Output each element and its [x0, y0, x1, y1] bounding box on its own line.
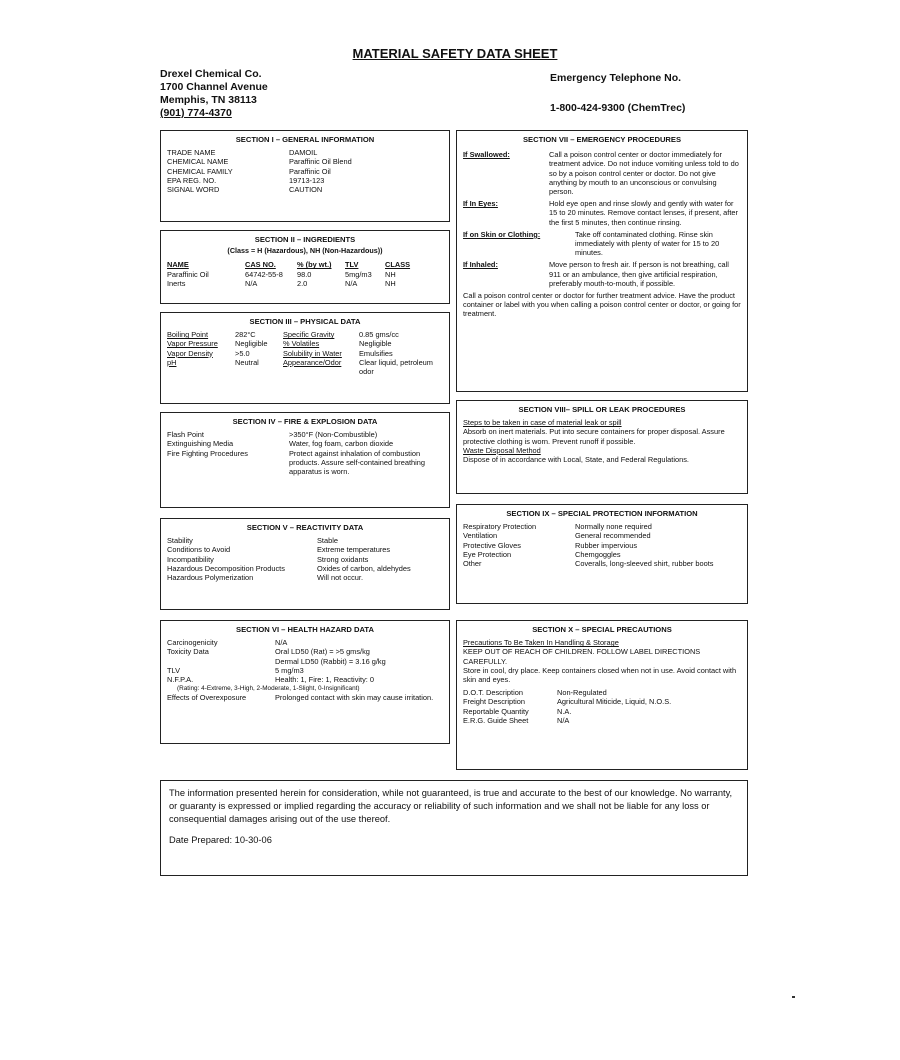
table-cell: 0.85 gms/cc: [359, 330, 399, 340]
field-value: N/A: [557, 715, 570, 725]
date-prepared-value: 10-30-06: [234, 835, 272, 845]
info-row: [463, 716, 741, 725]
table-cell: Emulsifies: [359, 348, 393, 358]
info-row: [463, 688, 741, 697]
section-title: SECTION I – GENERAL INFORMATION: [235, 135, 375, 144]
company-name: Drexel Chemical Co.: [160, 68, 262, 80]
field-value: General recommended: [575, 531, 651, 541]
table-cell: Boiling Point: [167, 330, 209, 340]
column-header: % (by wt.): [297, 260, 332, 270]
field-value: Will not occur.: [317, 573, 363, 583]
field-label: SIGNAL WORD: [167, 185, 220, 195]
info-row: [167, 545, 443, 554]
field-value: Agricultural Miticide, Liquid, N.O.S.: [557, 697, 672, 707]
info-row: [463, 559, 741, 568]
field-label: Eye Protection: [463, 549, 512, 559]
info-row: [167, 638, 443, 647]
table-cell: Solubility in Water: [283, 348, 342, 358]
emergency-phone: 1-800-424-9300 (ChemTrec): [550, 102, 686, 114]
company-phone: (901) 774-4370: [160, 107, 232, 119]
field-label: Protective Gloves: [463, 540, 521, 550]
table-row: [167, 270, 443, 279]
waste-disposal-heading: Waste Disposal Method: [463, 445, 541, 455]
section-ingredients: [160, 230, 450, 304]
section-title: SECTION X – SPECIAL PRECAUTIONS: [532, 625, 672, 634]
table-cell: Inerts: [167, 278, 186, 288]
handling-storage-heading: Precautions To Be Taken In Handling & Storage: [463, 638, 619, 648]
info-row: [167, 157, 443, 166]
section-physical-data: [160, 312, 450, 404]
table-row: [167, 339, 443, 348]
field-label: TRADE NAME: [167, 148, 216, 158]
info-row: [167, 647, 443, 656]
field-label: Ventilation: [463, 531, 498, 541]
info-row: [463, 531, 741, 540]
table-cell: N/A: [345, 278, 358, 288]
info-row: [463, 550, 741, 559]
field-value: Extreme temperatures: [317, 545, 391, 555]
table-cell: NH: [385, 278, 396, 288]
spill-steps-heading: Steps to be taken in case of material leak or spill: [463, 418, 622, 428]
table-cell: Vapor Density: [167, 348, 213, 358]
disclaimer-text: The information presented herein for consideration, while not guaranteed, is true and accurate to the best of our knowledge. No warranty, or guaranty is expressed or implied regarding the accuracy or reliability of such information and we shall not be liable for any loss or consequential damages arising out of the use thereof.: [169, 788, 733, 824]
section-spill-leak-procedures: [456, 400, 748, 494]
table-cell: Paraffinic Oil: [167, 269, 209, 279]
field-value: N.A.: [557, 706, 572, 716]
section-title: SECTION VII – EMERGENCY PROCEDURES: [522, 135, 682, 144]
procedure-label: If Swallowed:: [463, 150, 510, 160]
table-cell: 64742-55-8: [245, 269, 283, 279]
info-row: [167, 693, 443, 702]
field-value: Non-Regulated: [557, 688, 607, 698]
field-value: Prolonged contact with skin may cause irritation.: [275, 693, 434, 703]
storage-text: Store in cool, dry place. Keep containers closed when not in use. Avoid contact with skin and eyes.: [463, 665, 737, 685]
procedure-row: [463, 150, 741, 196]
table-cell: pH: [167, 357, 177, 367]
info-row: [167, 666, 443, 675]
procedure-text: Call a poison control center or doctor immediately for treatment advice. Do not induce vomiting unless told to do so by a poison control center or doctor. Do not give anything by mouth to an unconscious or convulsing person.: [549, 150, 739, 197]
ingredients-table: [167, 260, 443, 288]
table-row: [167, 279, 443, 288]
info-row: [167, 430, 443, 439]
table-cell: >5.0: [235, 348, 250, 358]
field-label: Freight Description: [463, 697, 526, 707]
field-label: Hazardous Decomposition Products: [167, 563, 285, 573]
field-value: Stable: [317, 536, 338, 546]
procedure-text: Move person to fresh air. If person is not breathing, call 911 or an ambulance, then give artificial respiration, preferably mouth-to-mouth, if possible.: [549, 260, 729, 288]
table-cell: Vapor Pressure: [167, 339, 218, 349]
physical-data-table: [167, 330, 443, 376]
info-row: [463, 522, 741, 531]
field-label: Flash Point: [167, 430, 204, 440]
field-label: Fire Fighting Procedures: [167, 448, 248, 458]
procedure-note: Call a poison control center or doctor for further treatment advice. Have the product container or label with you when calling a poison control center or doctor, or going for treatment.: [463, 291, 741, 319]
keep-out-of-reach-text: KEEP OUT OF REACH OF CHILDREN. FOLLOW LABEL DIRECTIONS CAREFULLY.: [463, 647, 701, 666]
table-cell: Negligible: [359, 339, 392, 349]
field-value: 19713-123: [289, 175, 325, 185]
field-value: Dermal LD50 (Rabbit) = 3.16 g/kg: [275, 656, 386, 666]
column-header: CAS NO.: [245, 260, 276, 270]
table-cell: 2.0: [297, 278, 308, 288]
field-value: Oral LD50 (Rat) = >5 gms/kg: [275, 647, 370, 657]
section-reactivity-data: [160, 518, 450, 610]
field-value: >350°F (Non-Combustible): [289, 430, 378, 440]
field-label: CHEMICAL NAME: [167, 157, 229, 167]
info-row: [167, 167, 443, 176]
field-value: Coveralls, long-sleeved shirt, rubber boots: [575, 559, 714, 569]
field-value: Water, fog foam, carbon dioxide: [289, 439, 394, 449]
field-value: N/A: [275, 638, 288, 648]
table-row: [167, 349, 443, 358]
section-subtitle: (Class = H (Hazardous), NH (Non-Hazardous)): [227, 246, 383, 256]
field-value: Health: 1, Fire: 1, Reactivity: 0: [275, 675, 374, 685]
table-cell: Specific Gravity: [283, 330, 335, 340]
table-cell: 282°C: [235, 330, 256, 340]
info-row: [167, 185, 443, 194]
info-row: [463, 541, 741, 550]
procedure-label: If In Eyes:: [463, 199, 498, 209]
info-row: [167, 176, 443, 185]
field-value: Chemgoggles: [575, 549, 621, 559]
field-label: Respiratory Protection: [463, 522, 537, 532]
company-street: 1700 Channel Avenue: [160, 81, 268, 93]
field-label: Other: [463, 559, 482, 569]
field-value: 5 mg/m3: [275, 665, 304, 675]
procedure-row: [463, 199, 741, 227]
section-title: SECTION II – INGREDIENTS: [254, 235, 356, 244]
date-prepared-label: Date Prepared:: [169, 835, 233, 845]
spill-steps-text: Absorb on inert materials. Put into secure containers for proper disposal. Assure protective clothing is worn. Prevent runoff if possible.: [463, 427, 725, 446]
table-cell: Appearance/Odor: [283, 357, 342, 367]
procedure-text: Take off contaminated clothing. Rinse skin immediately with plenty of water for 15 to 20 minutes.: [575, 229, 720, 258]
field-value: Rubber impervious: [575, 540, 638, 550]
table-cell: Clear liquid, petroleum odor: [359, 357, 433, 377]
info-row: [167, 449, 443, 477]
table-cell: % Volatiles: [283, 339, 320, 349]
field-value: Strong oxidants: [317, 554, 369, 564]
field-label: Carcinogenicity: [167, 638, 218, 648]
table-cell: NH: [385, 269, 396, 279]
field-label: Hazardous Polymerization: [167, 573, 254, 583]
table-cell: Negligible: [235, 339, 268, 349]
column-header: TLV: [345, 260, 359, 270]
field-label: [167, 657, 275, 666]
column-header: CLASS: [385, 260, 411, 270]
section-special-protection: [456, 504, 748, 604]
procedure-label: If on Skin or Clothing:: [463, 229, 541, 239]
section-fire-explosion-data: [160, 412, 450, 508]
table-cell: Neutral: [235, 357, 259, 367]
procedure-text: Hold eye open and rinse slowly and gently with water for 15 to 20 minutes. Remove contact lenses, if present, after the first 5 minutes, then continue rinsing.: [549, 199, 738, 227]
section-title: SECTION VI – HEALTH HAZARD DATA: [236, 625, 374, 634]
field-label: TLV: [167, 665, 181, 675]
section-health-hazard-data: [160, 620, 450, 744]
emergency-label: Emergency Telephone No.: [550, 72, 682, 84]
info-row: [167, 564, 443, 573]
company-city: Memphis, TN 38113: [160, 94, 257, 106]
procedure-label: If Inhaled:: [463, 260, 498, 270]
company-address: [160, 68, 268, 120]
field-label: Effects of Overexposure: [167, 693, 247, 703]
table-row: [167, 330, 443, 339]
column-header: NAME: [167, 260, 189, 270]
info-row: [167, 555, 443, 564]
section-emergency-procedures: [456, 130, 748, 392]
field-value: Paraffinic Oil: [289, 166, 331, 176]
section-title: SECTION V – REACTIVITY DATA: [246, 523, 364, 532]
section-title: SECTION IX – SPECIAL PROTECTION INFORMATION: [506, 509, 698, 518]
section-special-precautions: [456, 620, 748, 770]
table-cell: 98.0: [297, 269, 312, 279]
field-label: Extinguishing Media: [167, 439, 234, 449]
table-row: [167, 358, 443, 376]
info-row: [167, 439, 443, 448]
info-row: [167, 536, 443, 545]
disclaimer-box: [160, 780, 748, 876]
procedure-row: [463, 230, 741, 258]
section-title: SECTION VIII– SPILL OR LEAK PROCEDURES: [518, 405, 686, 414]
field-label: Incompatibility: [167, 554, 214, 564]
table-header-row: [167, 260, 443, 269]
field-label: E.R.G. Guide Sheet: [463, 715, 529, 725]
info-row: [463, 697, 741, 706]
section-title: SECTION III – PHYSICAL DATA: [249, 317, 361, 326]
info-row: [463, 707, 741, 716]
field-value: Normally none required: [575, 522, 652, 532]
info-row: [167, 148, 443, 157]
field-value: CAUTION: [289, 185, 323, 195]
field-value: Protect against inhalation of combustion products. Assure self-contained breathing apparatus is worn.: [289, 448, 425, 477]
scan-speck: [792, 996, 795, 998]
field-label: Conditions to Avoid: [167, 545, 231, 555]
date-prepared: [169, 834, 739, 847]
info-row: [167, 675, 443, 684]
field-label: EPA REG. NO.: [167, 175, 217, 185]
section-general-information: [160, 130, 450, 222]
field-value: DAMOIL: [289, 148, 318, 158]
field-value: Oxides of carbon, aldehydes: [317, 563, 411, 573]
info-row: [167, 573, 443, 582]
section-title: SECTION IV – FIRE & EXPLOSION DATA: [232, 417, 378, 426]
field-value: Paraffinic Oil Blend: [289, 157, 352, 167]
table-cell: 5mg/m3: [345, 269, 372, 279]
field-label: D.O.T. Description: [463, 688, 523, 698]
field-label: Toxicity Data: [167, 647, 209, 657]
table-cell: N/A: [245, 278, 258, 288]
nfpa-rating-scale: (Rating: 4-Extreme, 3-High, 2-Moderate, 1-Slight, 0-Insignificant): [177, 685, 360, 693]
info-row: [167, 657, 443, 666]
procedure-row: [463, 260, 741, 288]
waste-disposal-text: Dispose of in accordance with Local, State, and Federal Regulations.: [463, 455, 689, 465]
field-label: Reportable Quantity: [463, 706, 529, 716]
field-label: N.F.P.A.: [167, 675, 194, 685]
document-title: MATERIAL SAFETY DATA SHEET: [352, 46, 558, 61]
field-label: Stability: [167, 536, 193, 546]
field-label: CHEMICAL FAMILY: [167, 166, 233, 176]
